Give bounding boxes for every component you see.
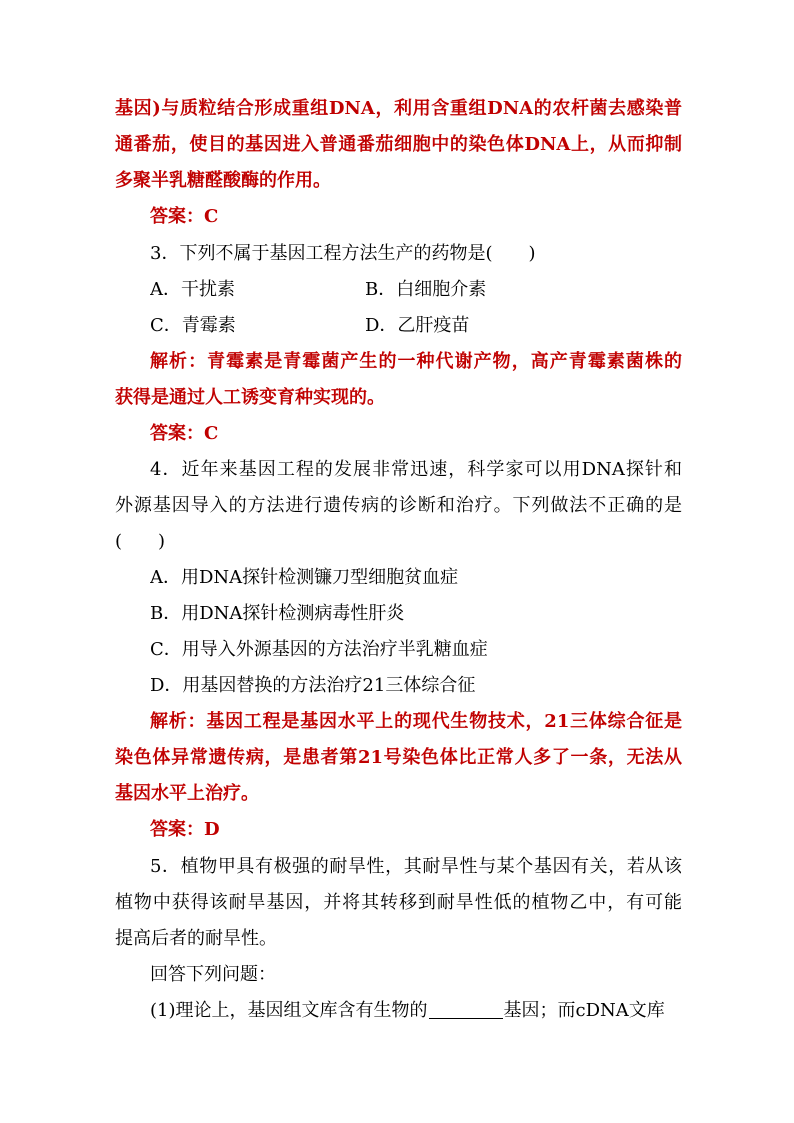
- q4-option-d: D．用基因替换的方法治疗21三体综合征: [150, 675, 476, 696]
- q3-option-a: A．干扰素: [150, 279, 235, 300]
- q5-stem-line-3: 提高后者的耐旱性。: [115, 928, 277, 949]
- answer-blank[interactable]: [429, 998, 503, 1019]
- q4-option-c: C．用导入外源基因的方法治疗半乳糖血症: [150, 639, 488, 660]
- q4-answer: 答案：D: [150, 819, 220, 840]
- q4-analysis-line-2: 染色体异常遗传病，是患者第21号染色体比正常人多了一条，无法从: [115, 747, 682, 768]
- q5-sub1-text-after: 基因；而cDNA文库: [503, 1000, 665, 1021]
- q3-option-c: C．青霉素: [150, 315, 236, 336]
- q5-sub1-text-before: (1)理论上，基因组文库含有生物的: [150, 1000, 428, 1021]
- q3-option-b: B．白细胞介素: [365, 279, 487, 300]
- q3-analysis-line-2: 获得是通过人工诱变育种实现的。: [115, 387, 385, 408]
- q4-stem-line-2: 外源基因导入的方法进行遗传病的诊断和治疗。下列做法不正确的是: [115, 495, 682, 516]
- q4-stem-line-1: 4．近年来基因工程的发展非常迅速，科学家可以用DNA探针和: [150, 459, 682, 480]
- q2-analysis-line-2: 通番茄，使目的基因进入普通番茄细胞中的染色体DNA上，从而抑制: [115, 134, 682, 155]
- q5-prompt: 回答下列问题：: [150, 964, 276, 985]
- q2-analysis-line-1: 基因)与质粒结合形成重组DNA，利用含重组DNA的农杆菌去感染普: [115, 98, 682, 119]
- q4-stem-line-3: ( ): [115, 531, 166, 552]
- q4-analysis-line-1: 解析：基因工程是基因水平上的现代生物技术，21三体综合征是: [150, 711, 682, 732]
- q4-option-a: A．用DNA探针检测镰刀型细胞贫血症: [150, 567, 459, 588]
- q5-stem-line-1: 5．植物甲具有极强的耐旱性，其耐旱性与某个基因有关，若从该: [150, 856, 682, 877]
- q2-answer: 答案：C: [150, 206, 219, 227]
- q5-stem-line-2: 植物中获得该耐旱基因，并将其转移到耐旱性低的植物乙中，有可能: [115, 892, 682, 913]
- q2-analysis-line-3: 多聚半乳糖醛酸酶的作用。: [115, 170, 331, 191]
- q5-sub-question-1: [150, 993, 682, 1029]
- q4-analysis-line-3: 基因水平上治疗。: [115, 783, 259, 804]
- q4-option-b: B．用DNA探针检测病毒性肝炎: [150, 603, 405, 624]
- q3-answer: 答案：C: [150, 423, 219, 444]
- q3-analysis-line-1: 解析：青霉素是青霉菌产生的一种代谢产物，高产青霉素菌株的: [150, 351, 682, 372]
- q3-stem: 3．下列不属于基因工程方法生产的药物是( ): [150, 243, 536, 264]
- q3-option-d: D．乙肝疫苗: [365, 315, 470, 336]
